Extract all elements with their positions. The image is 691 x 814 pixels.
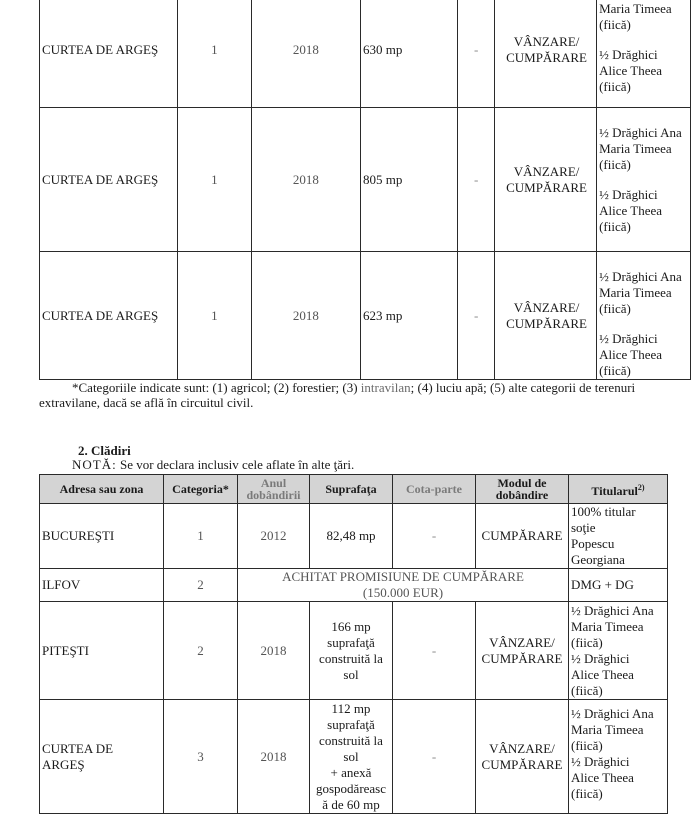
land-location: CURTEA DE ARGEŞ (40, 108, 178, 252)
land-year: 2018 (251, 0, 360, 108)
table-row (40, 0, 691, 108)
header-address: Adresa sau zona (40, 475, 164, 504)
land-owners: ½ Drăghici Ana Maria Timeea (fiică) ½ Drăghici Alice Theea (fiică) (597, 252, 691, 380)
building-year: 2012 (238, 504, 310, 569)
building-share: - (393, 700, 476, 814)
building-area: 112 mp suprafaţă construită la sol + anexă gospodăreasc ă de 60 mp (310, 700, 393, 814)
land-categories-footnote: *Categoriile indicate sunt: (1) agricol; (2) forestier; (3) intravilan; (4) luciu apă; (5) alte categorii de terenuri extravilane, dacă se află în circuitul civil. (39, 380, 636, 410)
building-area: 82,48 mp (310, 504, 393, 569)
header-share: Cota-parte (393, 475, 476, 504)
land-table (39, 0, 691, 380)
land-category: 1 (177, 108, 251, 252)
land-area: 630 mp (360, 0, 457, 108)
building-area: 166 mp suprafaţă construită la sol (310, 602, 393, 700)
section-title: 2. Clădiri (78, 443, 131, 458)
land-category: 1 (177, 252, 251, 380)
land-mode: VÂNZARE/ CUMPĂRARE (495, 0, 597, 108)
building-share: - (393, 602, 476, 700)
section-note: NOTĂ: Se vor declara inclusiv cele aflate în alte ţări. (72, 457, 355, 472)
buildings-table (39, 474, 668, 814)
building-category: 2 (164, 569, 238, 602)
land-share: - (458, 108, 495, 252)
header-owner: Titularul$^{2)}$ (569, 475, 668, 504)
table-row (40, 569, 668, 602)
land-owners: ½ Drăghici Ana Maria Timeea (fiică) ½ Drăghici Alice Theea (fiică) (597, 108, 691, 252)
table-header-row (40, 475, 668, 504)
land-year: 2018 (251, 108, 360, 252)
building-merged-note: ACHITAT PROMISIUNE DE CUMPĂRARE (150.000 EUR) (238, 569, 569, 602)
building-address: ILFOV (40, 569, 164, 602)
land-mode: VÂNZARE/ CUMPĂRARE (495, 108, 597, 252)
land-area: 805 mp (360, 108, 457, 252)
building-address: CURTEA DE ARGEŞ (40, 700, 164, 814)
land-mode: VÂNZARE/ CUMPĂRARE (495, 252, 597, 380)
building-mode: VÂNZARE/ CUMPĂRARE (476, 700, 569, 814)
building-year: 2018 (238, 700, 310, 814)
header-area: Suprafaţa (310, 475, 393, 504)
land-share: - (458, 0, 495, 108)
building-address: PITEŞTI (40, 602, 164, 700)
building-mode: CUMPĂRARE (476, 504, 569, 569)
land-area: 623 mp (360, 252, 457, 380)
table-row (40, 602, 668, 700)
table-row (40, 252, 691, 380)
land-share: - (458, 252, 495, 380)
building-category: 2 (164, 602, 238, 700)
header-mode: Modul de dobândire (476, 475, 569, 504)
building-owner: DMG + DG (569, 569, 668, 602)
land-location: CURTEA DE ARGEŞ (40, 252, 178, 380)
building-owner: 100% titular soţie Popescu Georgiana (569, 504, 668, 569)
land-owners: Maria Timeea (fiică) ½ Drăghici Alice Theea (fiică) (597, 0, 691, 108)
building-category: 1 (164, 504, 238, 569)
table-row (40, 108, 691, 252)
land-location: CURTEA DE ARGEŞ (40, 0, 178, 108)
building-share: - (393, 504, 476, 569)
building-owner: ½ Drăghici Ana Maria Timeea (fiică) ½ Drăghici Alice Theea (fiică) (569, 700, 668, 814)
land-year: 2018 (251, 252, 360, 380)
table-row (40, 504, 668, 569)
building-category: 3 (164, 700, 238, 814)
header-category: Categoria* (164, 475, 238, 504)
table-row (40, 700, 668, 814)
land-category: 1 (177, 0, 251, 108)
building-year: 2018 (238, 602, 310, 700)
building-owner: ½ Drăghici Ana Maria Timeea (fiică) ½ Drăghici Alice Theea (fiică) (569, 602, 668, 700)
building-address: BUCUREŞTI (40, 504, 164, 569)
header-year: Anul dobândirii (238, 475, 310, 504)
building-mode: VÂNZARE/ CUMPĂRARE (476, 602, 569, 700)
